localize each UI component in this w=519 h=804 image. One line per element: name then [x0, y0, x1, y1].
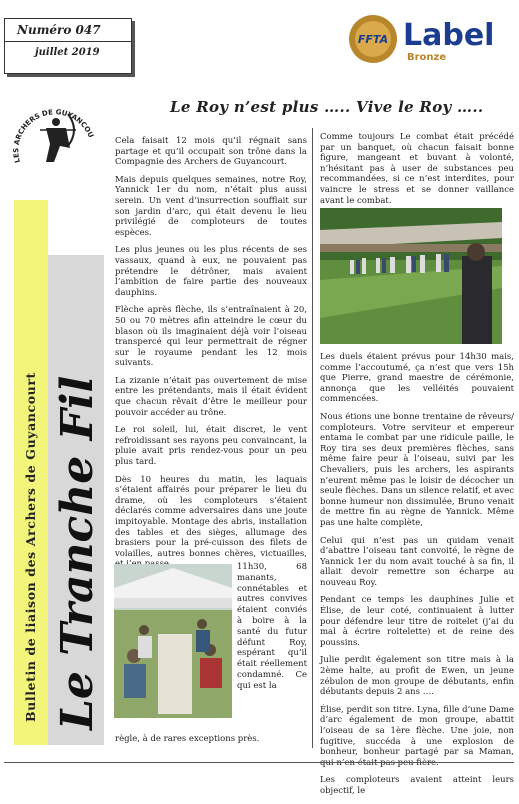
- paragraph: Élise, perdit son titre. Lyna, fille d’une Dame d’arc également de mon groupe, abattit l’oiseau de sa 1ère flèche. Une joie, non fugitive, succéda à une explosion de bonheur, bonheur partagé par sa Maman,: [320, 704, 514, 758]
- label-badge: FFTA: [357, 33, 389, 46]
- sidebar-title: Le Tranche Fil: [52, 375, 102, 730]
- label-emblem-icon: [345, 12, 515, 72]
- photo-caption-text: 11h30, 68 manants, connétables et autres convives étaient conviés à boire à la santé du futur défunt Roy, espérant qu’il était réellement condamné. Ce qui est la: [237, 562, 307, 691]
- column-left: [115, 136, 307, 577]
- label-word: Label: [403, 18, 495, 53]
- paragraph: Nous étions une bonne trentaine de rêveurs/ comploteurs. Votre serviteur et empereur entama le combat par une ridicule paille, le Roy tira ses deux premières flèches, sans même faire peur à l’oiseau, suivi par les Chevaliers, puis les archers, les aspirants n’eurent même pas le loisir de décocher un seule flèches. Dans un silence relatif, et avec bonne humeur non dissimulée, Bruno venait de mettre fin au règne de Yannick. Même pas une halte complète,: [320, 411, 514, 528]
- paragraph: La zizanie n’était pas ouvertement de mise entre les prétendants, mais il était évident que chacun rêvait d’être le meilleur pour pouvoir accéder au trône.: [115, 375, 307, 418]
- column-right: [320, 132, 514, 213]
- club-logo-text: LES ARCHERS DE GUYANCOU: [12, 108, 95, 164]
- paragraph: Mais depuis quelques semaines, notre Roy, Yannick 1er du nom, n’était plus aussi serein. Un vent d’insurrection soufflait sur son jardin d’arc, qui était devenu le lieu privilégié de comploteurs de toutes espèces.: [115, 174, 307, 238]
- paragraph: Les duels étaient prévus pour 14h30 mais, comme l’accoutumé, ça n’est que vers 15h que Pierre, grand maestre de cérémonie, annonça que les velléités pouvaient commencées.: [320, 352, 514, 405]
- issue-number: Numéro 047: [17, 23, 101, 37]
- sidebar-subtitle: Bulletin de liaison des Archers de Guyancourt: [23, 372, 38, 722]
- article-headline: Le Roy n’est plus ….. Vive le Roy …..: [170, 98, 484, 116]
- paragraph: Julie perdit également son titre mais à la 2ème halte, au profit de Ewen, un jeune zébulon de mon groupe de débutants, enfin débutants depuis 2 ans ….: [320, 655, 514, 698]
- sidebar-title-wrap: [50, 260, 102, 740]
- paragraph: Cela faisait 12 mois qu’il régnait sans partage et qu’il occupait son trône dans la Compagnie des Archers de Guyancourt.: [115, 136, 307, 168]
- archer-logo-icon: [10, 100, 100, 170]
- paragraph: Flèche après flèche, ils s’entraînaient à 20, 50 ou 70 mètres afin atteindre le cœur du blason où ils imaginaient déjà voir l’oiseau transpercé qui leur permettrait de régner sur le royaume pendant les 12 mois suivants.: [115, 305, 307, 369]
- paragraph: Les comploteurs avaient atteint leurs objectif, le: [320, 775, 514, 796]
- ffta-label-logo: [345, 12, 515, 72]
- label-level: Bronze: [407, 52, 447, 63]
- issue-divider: [5, 41, 131, 42]
- paragraph: Les plus jeunes ou les plus récents de ses vassaux, quand à eux, ne pouvaient pas prétendre le détrôner, mais avaient l’ambition de faire partie des nouveaux dauphins.: [115, 245, 307, 298]
- paragraph: Celui qui n’est pas un quidam venait d’abattre l’oiseau tant convoité, le règne de Yannick 1er du nom avait touché à sa fin, il allait devoir remettre son écharpe au nouveau Roy.: [320, 535, 514, 588]
- archers-field-photo: [320, 208, 502, 344]
- banquet-photo: [114, 564, 232, 718]
- column-right-continued: [320, 352, 514, 804]
- column-divider: [312, 128, 313, 748]
- issue-box: [4, 18, 132, 74]
- footer-rule: [4, 762, 514, 763]
- paragraph: Le roi soleil, lui, était discret, le vent refroidissant ses rayons peu convaincant, la pluie avait pris rendez-vous pour un peu plus tard.: [115, 425, 307, 468]
- club-logo: [10, 100, 100, 170]
- paragraph: Pendant ce temps les dauphines Julie et Élise, de leur coté, continuaient à lutter pour défendre leur titre de roitelet (j’ai du mal à écrire roitelette) et de reine des poussins.: [320, 595, 514, 648]
- column-left-end: règle, à de rares exceptions près.: [115, 734, 260, 744]
- paragraph: Comme toujours Le combat était précédé par un banquet, où chacun faisait bonne figure, mangeant et buvant à volonté, n’hésitant pas à user de substances peu recommandées, si ce n’est interdites, pour vaincre le stress et se donner vaillance avant le combat.: [320, 132, 514, 206]
- issue-date: juillet 2019: [35, 47, 100, 58]
- sidebar-subtitle-wrap: [16, 230, 46, 730]
- paragraph: Dès 10 heures du matin, les laquais s’étaient affairés pour préparer le lieu du drame, où les comploteurs s’étaient déclarés comme adversaires dans une joute impitoyable. Montage des abris, installation des tables et des sièges, allumage des brasiers pour la pré-cuisson des filets de volailles, autres bonnes chères, victuailles,: [115, 474, 307, 559]
